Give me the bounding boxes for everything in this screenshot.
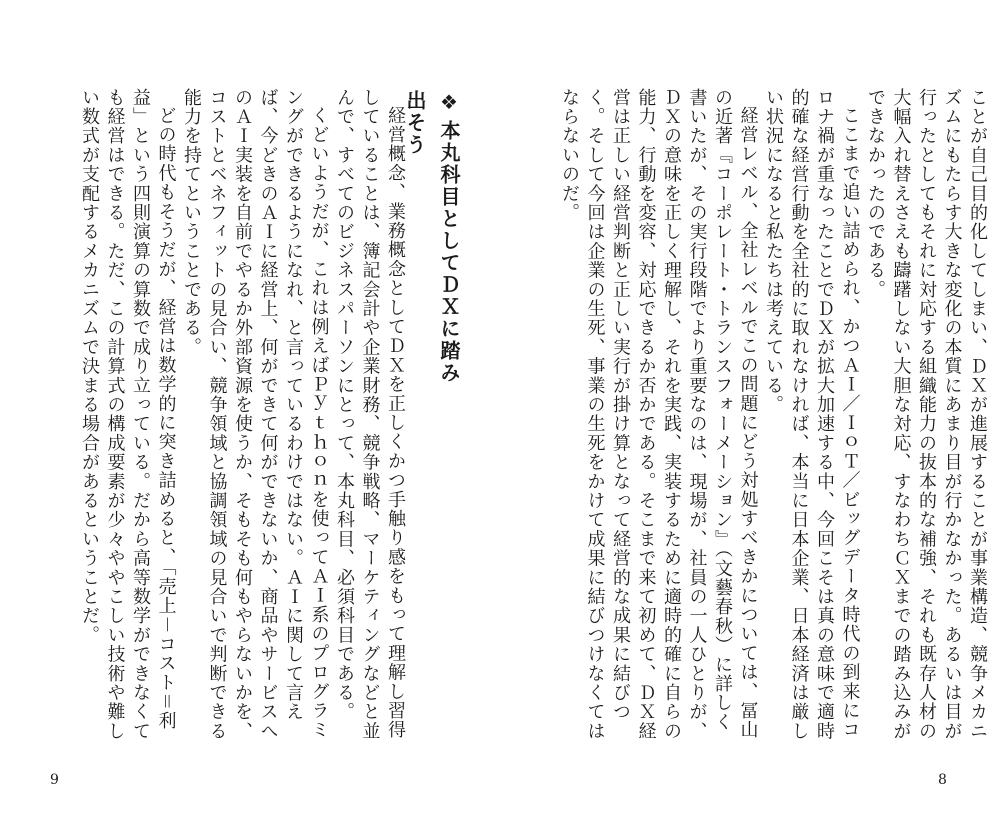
section-heading [403,90,466,390]
section-heading-text: 本丸科目としてＤＸに踏み出そう [403,90,461,384]
paragraph: ここまで追い詰められ、かつＡＩ／ＩｏＴ／ビッグデータ時代の到来にコロナ禍が重なったことでＤＸが拡大加速する中、今回こそは真の意味で適時的確な経営行動を全社的に取れなければ、本当に日本企業、日本経済は厳しい状況になると私たちは考えている。 [763,88,861,741]
paragraph: くどいようだが、これは例えばＰｙｔｈｏｎを使ってＡＩ系のプログラミングができるようになれ、と言っているわけではない。ＡＩに関して言えば、今どきのＡＩに経営上、何ができて何ができないか、商品やサービスへのＡＩ実装を自前でやるか外部資源を使うか、そもそも何もやらないかを、コストとベネフィットの見合い、競争領域と協調領域の見合いで判断できる能力を持てということである。 [181,88,330,741]
paragraph: 経営概念、業務概念としてＤＸを正しくかつ手触り感をもって理解し習得していることは、簿記会計や企業財務、競争戦略、マーケティングなどと並んで、すべてのビジネスパーソンにとって、本丸科目、必須科目である。 [334,88,406,741]
paragraph: どの時代もそうだが、経営は数学的に突き詰めると、「売上－コスト＝利益」という四則演算の算数で成り立っている。だから高等数学ができなくても経営はできる。ただ、この計算式の構成要素が少々ややこしい技術や難しい数式が支配するメカニズムで決まる場合があるということだ。 [79,88,177,741]
left-page-body [48,88,408,748]
page-number: 9 [50,772,59,788]
diamond-bullet-icon: ❖ [437,90,461,116]
right-page-body [520,88,990,748]
paragraph: 経営レベル、全社レベルでこの問題にどう対処すべきかについては、冨山の近著『コーポレート・トランスフォーメーション』（文藝春秋）に詳しく書いたが、その実行段階でより重要なのは、現場が、社員の一人ひとりが、ＤＸの意味を正しく理解し、それを実践、実装するために適時的確に自らの能力、行動を変容、対応できるか否かである。そこまで来て初めて、ＤＸ経営は正しい経営判断と正しい実行が掛け算となって経営的な成果に結びつく。そして今回は企業の生死、事業の生死をかけて成果に結びつけなくてはならないのだ。 [559,88,759,741]
paragraph: ことが自己目的化してしまい、ＤＸが進展することが事業構造、競争メカニズムにもたらす大きな変化の本質にあまり目が行かなかった。あるいは目が行ったとしてもそれに対応する組織能力の抜本的な補強、それも既存人材の大幅入れ替えさえも躊躇しない大胆な対応、すなわちＣＸまでの踏み込みができなかったのである。 [865,88,988,741]
right-page [500,0,1000,820]
page-number: 8 [938,772,947,788]
